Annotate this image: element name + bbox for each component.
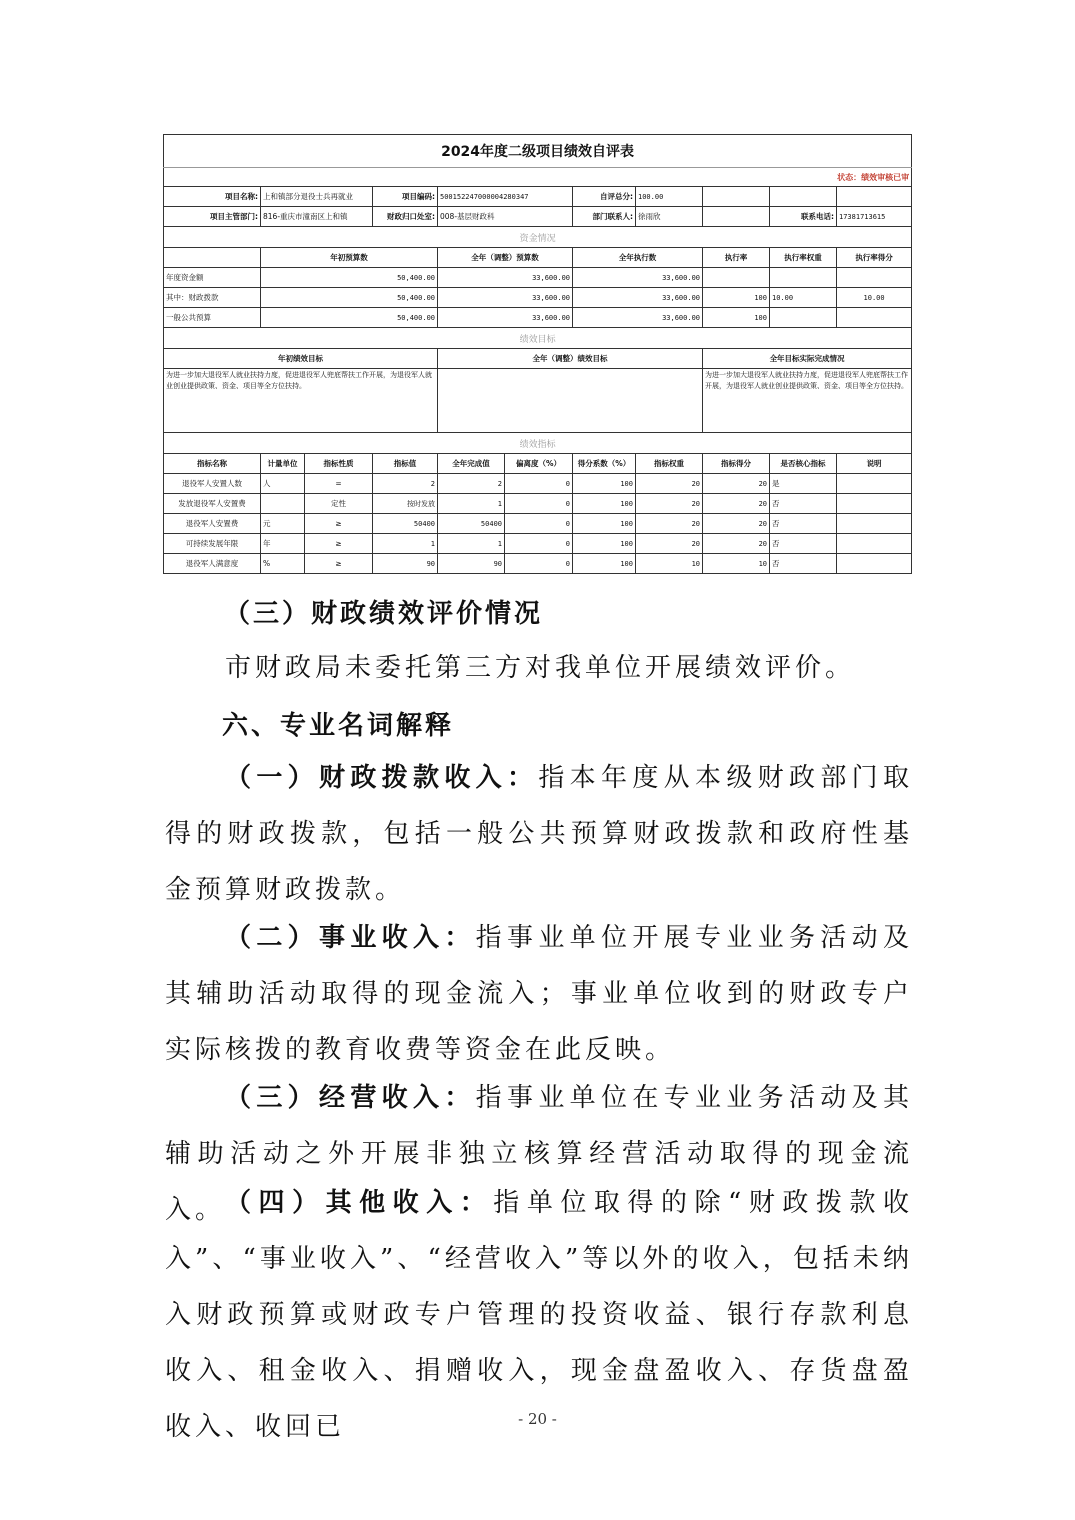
indicator-note-cell [837, 554, 912, 574]
goals-header-row [164, 349, 912, 369]
col-header: 全年（调整）预算数 [438, 248, 573, 268]
term-business-income [165, 910, 913, 1078]
indicator-core-cell: 否 [770, 534, 837, 554]
indicator-coef-cell: 100 [573, 494, 636, 514]
indicator-weight-cell: 20 [636, 514, 703, 534]
contact-label: 部门联系人: [573, 207, 636, 227]
indicator-dev-cell: 0 [505, 534, 573, 554]
col-header: 指标值 [373, 454, 438, 474]
row-label: 年度资金额 [164, 268, 261, 288]
indicator-weight-cell: 10 [636, 554, 703, 574]
table-row [164, 534, 912, 554]
cell [770, 308, 837, 328]
indicator-weight-cell: 20 [636, 534, 703, 554]
page-number: - 20 - [518, 1410, 557, 1428]
term-title: （四）其他收入： [225, 1188, 494, 1218]
indicator-score-cell: 20 [703, 474, 770, 494]
indicator-core-cell: 否 [770, 554, 837, 574]
indicator-coef-cell: 100 [573, 514, 636, 534]
col-header: 计量单位 [261, 454, 305, 474]
col-header: 执行率得分 [837, 248, 912, 268]
project-code-label: 项目编码: [373, 187, 438, 207]
table-title: 2024年度二级项目绩效自评表 [164, 135, 912, 168]
indicators-section-title: 绩效指标 [164, 433, 912, 454]
col-header: 说明 [837, 454, 912, 474]
actual-goal-text: 为进一步加大退役军人就业扶持力度，促进退役军人兜底帮扶工作开展，为退役军人就业创业提供政策、资金、项目等全方位扶持。 [703, 369, 912, 433]
table-row [164, 308, 912, 328]
cell: 10.00 [770, 288, 837, 308]
phone-label: 联系电话: [770, 207, 837, 227]
col-header: 执行率权重 [770, 248, 837, 268]
indicator-name-cell: 可持续发展年限 [164, 534, 261, 554]
cell: 33,600.00 [573, 268, 703, 288]
project-code-value: 500152247000004280347 [438, 187, 573, 207]
contact-value: 徐雨欣 [636, 207, 703, 227]
col-header: 指标得分 [703, 454, 770, 474]
indicator-unit-cell: % [261, 554, 305, 574]
indicator-name-cell: 退役军人安置人数 [164, 474, 261, 494]
col-header: 指标性质 [305, 454, 373, 474]
goals-section-title: 绩效目标 [164, 328, 912, 349]
indicator-name-cell: 退役军人满意度 [164, 554, 261, 574]
adjusted-goal-text [438, 369, 703, 433]
project-name-label: 项目名称: [164, 187, 261, 207]
cell: 33,600.00 [573, 288, 703, 308]
indicator-done-cell: 1 [438, 494, 505, 514]
indicator-value-cell: 50400 [373, 514, 438, 534]
indicator-score-cell: 20 [703, 534, 770, 554]
indicator-coef-cell: 100 [573, 554, 636, 574]
col-header: 执行率 [703, 248, 770, 268]
office-label: 财政归口处室: [373, 207, 438, 227]
table-row [164, 554, 912, 574]
table-row [164, 268, 912, 288]
col-header: 是否核心指标 [770, 454, 837, 474]
cell: 50,400.00 [261, 308, 438, 328]
term-body: 指事业单位开展专业业务活动及其辅助活动取得的现金流入；事业单位收到的财政专户实际核拨的教育收费等资金在此反映。 [165, 923, 913, 1065]
terms-heading: 六、专业名词解释 [222, 711, 455, 741]
row-label: 其中：财政拨款 [164, 288, 261, 308]
col-header: 年初预算数 [261, 248, 438, 268]
indicator-nature-cell: ≥ [305, 514, 373, 534]
indicator-note-cell [837, 534, 912, 554]
cell: 100 [703, 288, 770, 308]
cell: 50,400.00 [261, 288, 438, 308]
cell [703, 268, 770, 288]
office-value: 008-基层财政科 [438, 207, 573, 227]
phone-value: 17381713615 [837, 207, 912, 227]
col-header: 全年完成值 [438, 454, 505, 474]
cell: 33,600.00 [438, 268, 573, 288]
cell: 10.00 [837, 288, 912, 308]
dept-value: 816-重庆市潼南区上和镇 [261, 207, 373, 227]
term-body: 指单位取得的除“财政拨款收入”、“事业收入”、“经营收入”等以外的收入，包括未纳入财政预算或财政专户管理的投资收益、银行存款利息收入、租金收入、捐赠收入，现金盘盈收入、存货盘盈收入、收回已 [165, 1188, 913, 1442]
indicator-value-cell: 按时发放 [373, 494, 438, 514]
indicator-nature-cell: ≥ [305, 554, 373, 574]
info-row [164, 207, 912, 227]
indicator-dev-cell: 0 [505, 494, 573, 514]
initial-goal-text: 为进一步加大退役军人就业扶持力度，促进退役军人兜底帮扶工作开展，为退役军人就业创业提供政策、资金、项目等全方位扶持。 [164, 369, 438, 433]
indicator-done-cell: 1 [438, 534, 505, 554]
project-name-value: 上和镇部分退役士兵再就业 [261, 187, 373, 207]
table-row [164, 474, 912, 494]
info-row [164, 187, 912, 207]
table-row [164, 288, 912, 308]
indicator-unit-cell: 元 [261, 514, 305, 534]
status-badge: 状态：绩效审核已审 [164, 168, 912, 187]
col-header: 全年执行数 [573, 248, 703, 268]
cell: 33,600.00 [438, 288, 573, 308]
cell: 33,600.00 [438, 308, 573, 328]
indicator-name-cell: 退役军人安置费 [164, 514, 261, 534]
fiscal-eval-paragraph: 市财政局未委托第三方对我单位开展绩效评价。 [225, 653, 856, 683]
cell [837, 268, 912, 288]
indicator-coef-cell: 100 [573, 534, 636, 554]
indicator-done-cell: 90 [438, 554, 505, 574]
indicator-score-cell: 20 [703, 514, 770, 534]
col-header: 全年目标实际完成情况 [703, 349, 912, 369]
indicator-unit-cell [261, 494, 305, 514]
indicator-dev-cell: 0 [505, 514, 573, 534]
col-header: 指标权重 [636, 454, 703, 474]
indicator-value-cell: 90 [373, 554, 438, 574]
indicator-weight-cell: 20 [636, 494, 703, 514]
indicator-note-cell [837, 474, 912, 494]
col-header: 全年（调整）绩效目标 [438, 349, 703, 369]
fiscal-eval-heading: （三）财政绩效评价情况 [224, 599, 544, 629]
indicator-score-cell: 10 [703, 554, 770, 574]
funds-section-title: 资金情况 [164, 227, 912, 248]
indicator-nature-cell: ≥ [305, 534, 373, 554]
funds-header-row [164, 248, 912, 268]
indicator-core-cell: 否 [770, 514, 837, 534]
term-body: 指事业单位在专业业务活动及其辅助活动之外开展非独立核算经营活动取得的现金流入。 [165, 1083, 913, 1225]
total-score-value: 100.00 [636, 187, 703, 207]
indicator-core-cell: 是 [770, 474, 837, 494]
col-header: 年初绩效目标 [164, 349, 438, 369]
indicator-weight-cell: 20 [636, 474, 703, 494]
performance-evaluation-table [163, 134, 912, 574]
term-title: （三）经营收入： [225, 1083, 476, 1113]
indicator-coef-cell: 100 [573, 474, 636, 494]
cell [837, 308, 912, 328]
cell [770, 268, 837, 288]
table-row [164, 494, 912, 514]
indicator-done-cell: 2 [438, 474, 505, 494]
indicator-header-row [164, 454, 912, 474]
indicator-value-cell: 2 [373, 474, 438, 494]
term-title: （一）财政拨款收入： [225, 763, 539, 793]
indicator-dev-cell: 0 [505, 554, 573, 574]
indicator-note-cell [837, 494, 912, 514]
indicator-name-cell: 发放退役军人安置费 [164, 494, 261, 514]
indicator-nature-cell: = [305, 474, 373, 494]
col-header: 偏离度（%） [505, 454, 573, 474]
term-fiscal-allocation [165, 750, 913, 918]
indicator-unit-cell: 人 [261, 474, 305, 494]
indicator-done-cell: 50400 [438, 514, 505, 534]
table-row [164, 514, 912, 534]
cell: 50,400.00 [261, 268, 438, 288]
term-body: 指本年度从本级财政部门取得的财政拨款，包括一般公共预算财政拨款和政府性基金预算财政拨款。 [165, 763, 913, 905]
col-header: 得分系数（%） [573, 454, 636, 474]
col-header: 指标名称 [164, 454, 261, 474]
total-score-label: 自评总分: [573, 187, 636, 207]
cell: 33,600.00 [573, 308, 703, 328]
dept-label: 项目主管部门: [164, 207, 261, 227]
indicator-core-cell: 否 [770, 494, 837, 514]
goals-row [164, 369, 912, 433]
indicator-nature-cell: 定性 [305, 494, 373, 514]
indicator-score-cell: 20 [703, 494, 770, 514]
cell: 100 [703, 308, 770, 328]
indicator-value-cell: 1 [373, 534, 438, 554]
term-title: （二）事业收入： [225, 923, 476, 953]
indicator-unit-cell: 年 [261, 534, 305, 554]
row-label: 一般公共预算 [164, 308, 261, 328]
indicator-note-cell [837, 514, 912, 534]
indicator-dev-cell: 0 [505, 474, 573, 494]
